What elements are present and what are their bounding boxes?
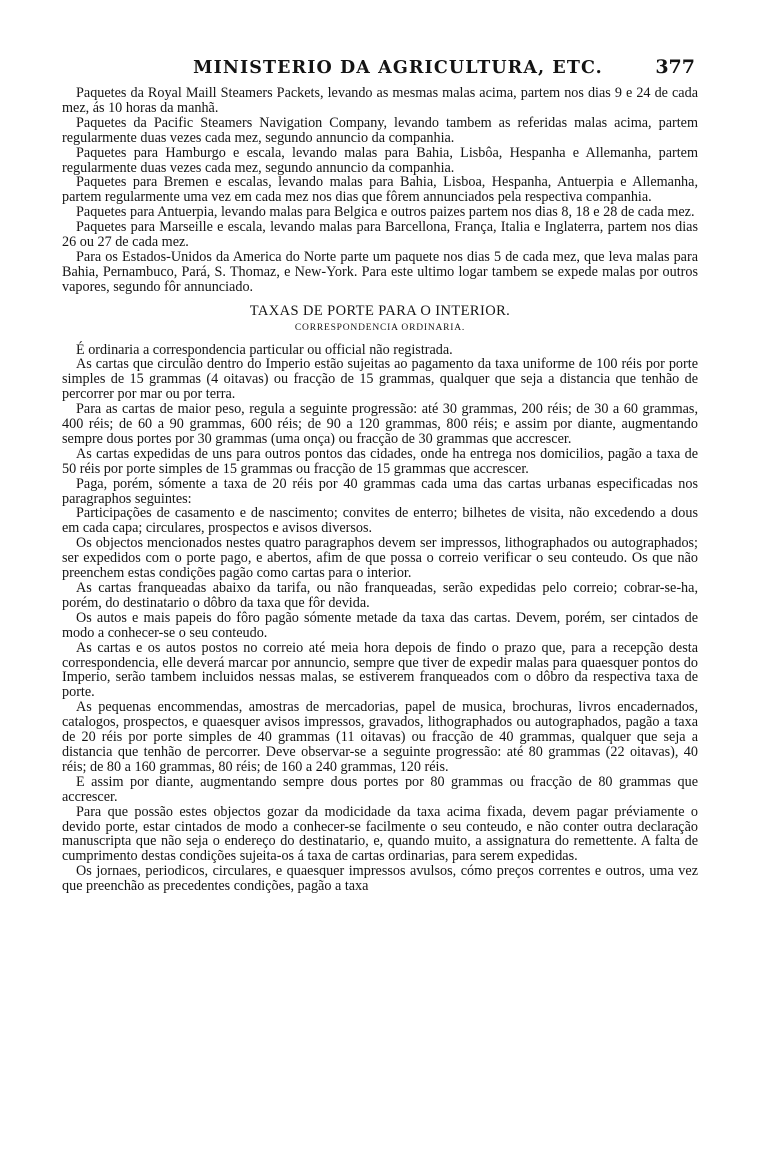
page-header <box>0 58 757 88</box>
section-title: TAXAS DE PORTE PARA O INTERIOR. <box>249 302 511 319</box>
paragraph: Paquetes da Royal Maill Steamers Packets, levando as mesmas malas acima, partem nos dias 9 e 24 de cada mez, ás 10 horas da manhã. <box>62 85 698 116</box>
paragraph: As cartas franqueadas abaixo da tarifa, ou não franqueadas, serão expedidas pelo correio; cobrar-se-ha, porém, do destinatario o dôbro da taxa que fôr devida. <box>62 580 698 611</box>
paragraph: Para que possão estes objectos gozar da modicidade da taxa acima fixada, devem pagar préviamente o devido porte, estar cintados de modo a conhecer-se facilmente o seu conteudo, e não conter outra declaração manuscripta que não seja o endereço do destinatario, e, quando muito, a assignatura do remettente. A falta de cumprimento destas condições sujeita-os á taxa de cartas ordinarias, para serem expedidas. <box>62 803 698 865</box>
paragraph: Os jornaes, periodicos, circulares, e quaesquer impressos avulsos, cómo preços correntes e outros, uma vez que preenchão as precedentes condições, pagão a taxa <box>62 863 698 895</box>
paragraph: As cartas e os autos postos no correio até meia hora depois de findo o prazo que, para a recepção desta correspondencia, elle deverá marcar por annuncio, sempre que tiver de expedir malas para quaesquer pontos do Imperio, serão tambem incluidos nessas malas, se estiverem franqueados com o dôbro da respectiva taxa de porte. <box>62 639 698 701</box>
paragraph: É ordinaria a correspondencia particular ou official não registrada. <box>76 341 453 358</box>
paragraph: E assim por diante, augmentando sempre dous portes por 80 grammas ou fracção de 80 grammas que accrescer. <box>62 773 698 805</box>
paragraph: Paquetes para Marseille e escala, levando malas para Barcellona, França, Italia e Inglaterra, partem nos dias 26 ou 27 de cada mez. <box>62 219 698 251</box>
paragraph: Paquetes da Pacific Steamers Navigation Company, levando tambem as referidas malas acima, partem regularmente duas vezes cada mez, segundo annuncio da companhia. <box>62 114 698 146</box>
paragraph: Participações de casamento e de nascimento; convites de enterro; bilhetes de visita, não excedendo a dous em cada capa; circulares, prospectos e avisos diversos. <box>62 505 698 537</box>
paragraph: Paga, porém, sómente a taxa de 20 réis por 40 grammas cada uma das cartas urbanas especificadas nos paragraphos seguintes: <box>62 475 698 507</box>
page-body <box>62 86 698 894</box>
paragraph: Paquetes para Bremen e escalas, levando malas para Bahia, Lisboa, Hespanha, Antuerpia e Allemanha, partem regularmente uma vez em cada mez nos dias que fôrem annunciados pela respectiva companhia. <box>62 174 698 206</box>
paragraph: Paquetes para Antuerpia, levando malas para Belgica e outros paizes partem nos dias 8, 18 e 28 de cada mez. <box>76 204 695 221</box>
paragraph: Para os Estados-Unidos da America do Norte parte um paquete nos dias 5 de cada mez, que leva malas para Bahia, Pernambuco, Pará, S. Thomaz, e New-York. Para este ultimo logar tambem se expede malas por outros vapores, segundo fôr annunciado. <box>62 248 698 295</box>
running-title: MINISTERIO DA AGRICULTURA, ETC. <box>193 58 603 78</box>
paragraph: As cartas que circulão dentro do Imperio estão sujeitas ao pagamento da taxa uniforme de 100 réis por porte simples de 15 grammas (4 oitavas) ou fracção de 15 grammas, qualquer que seja a distancia que tenhão de percorrer por mar ou por terra. <box>62 356 698 403</box>
page-number: 377 <box>655 56 695 78</box>
paragraph: As pequenas encommendas, amostras de mercadorias, papel de musica, brochuras, livros encadernados, catalogos, prospectos, e quaesquer avisos impressos, gravados, lithographados ou autographados, pagão a taxa de 20 réis por porte simples de 40 grammas (11 oitavas) ou fracção de 40 grammas, qualquer que seja a distancia que tenhão de percorrer. Deve observar-se a seguinte progressão: até 80 grammas (22 oitavas), 40 réis; de 80 a 160 grammas, 80 réis; de 160 a 240 grammas, 120 réis. <box>62 699 698 775</box>
paragraph: Para as cartas de maior peso, regula a seguinte progressão: até 30 grammas, 200 réis; de 30 a 60 grammas, 400 réis; de 60 a 90 grammas, 600 réis; de 90 a 120 grammas, 800 réis; e assim por diante, augmentando sempre dous portes por 30 grammas (uma onça) ou fracção de 30 grammas que accrescer. <box>62 401 698 447</box>
paragraph: Os autos e mais papeis do fôro pagão sómente metade da taxa das cartas. Devem, porém, ser cintados de modo a conhecer-se o seu conteudo. <box>62 609 698 641</box>
section-subtitle: CORRESPONDENCIA ORDINARIA. <box>294 322 466 333</box>
paragraph: As cartas expedidas de uns para outros pontos das cidades, onde ha entrega nos domicilios, pagão a taxa de 50 réis por porte simples de 15 grammas ou fracção de 15 grammas que accrescer. <box>62 445 698 477</box>
paragraph: Paquetes para Hamburgo e escala, levando malas para Bahia, Lisbôa, Hespanha e Allemanha, partem regularmente duas vezes cada mez, segundo annuncio da companhia. <box>62 144 698 176</box>
paragraph: Os objectos mencionados nestes quatro paragraphos devem ser impressos, lithographados ou autographados; ser expedidos com o porte pago, e abertos, afim de que possa o correio verificar o seu conteudo. Os que não preenchem estas condições pagão como cartas para o interior. <box>62 535 698 582</box>
